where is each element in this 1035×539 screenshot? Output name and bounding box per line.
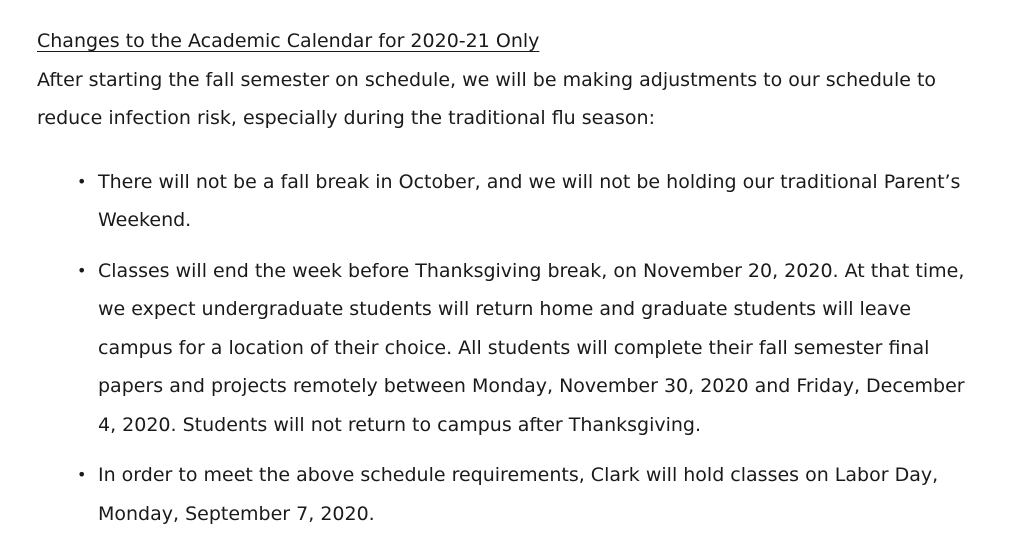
- section-heading: Changes to the Academic Calendar for 2020-21 Only: [37, 30, 540, 52]
- list-item-text: Classes will end the week before Thanksgiving break, on November 20, 2020. At that time, we expect undergraduate students will return home and graduate students will leave campus for a location of their choice. All students will complete their fall semester final papers and projects remotely between Monday, November 30, 2020 and Friday, December 4, 2020. Students will not return to campus after Thanksgiving.: [98, 259, 965, 436]
- intro-paragraph: After starting the fall semester on schedule, we will be making adjustments to our schedule to reduce infection risk, especially during the traditional flu season:: [37, 68, 937, 129]
- bullet-icon: •: [77, 171, 87, 191]
- list-item: [37, 456, 978, 533]
- list-item: [37, 252, 978, 445]
- list-item-text: There will not be a fall break in October, and we will not be holding our traditional Parent’s Weekend.: [98, 170, 961, 231]
- bullet-icon: •: [77, 260, 87, 280]
- list-item-text: In order to meet the above schedule requirements, Clark will hold classes on Labor Day, Monday, September 7, 2020.: [98, 464, 939, 525]
- bullet-icon: •: [77, 465, 87, 484]
- bullet-list: [37, 163, 997, 534]
- list-item: [37, 163, 978, 240]
